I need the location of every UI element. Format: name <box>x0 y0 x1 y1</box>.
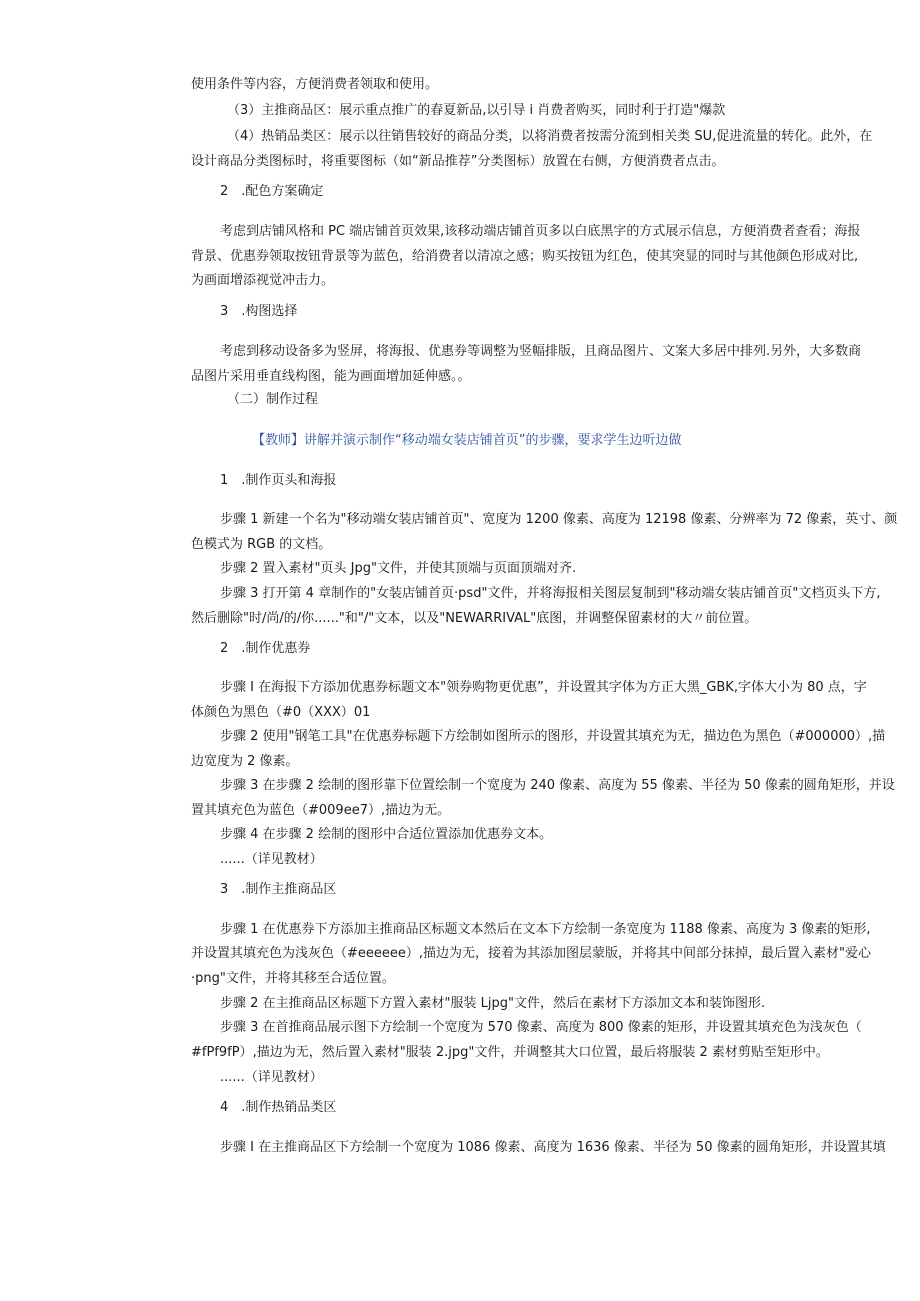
text-line: 步骤 3 打开第 4 章制作的"女装店铺首页·psd"文件，并将海报相关图层复制到"移动端女装店铺首页"文档页头下方, <box>220 586 881 601</box>
section-heading: （二）制作过程 <box>227 392 319 407</box>
text-line: 步骤 2 在主推商品区标题下方置入素材"服装 Ljpg"文件，然后在素材下方添加文本和装饰图形. <box>220 996 766 1011</box>
text-line: 步骤 I 在主推商品区下方绘制一个宽度为 1086 像素、高度为 1636 像素、半径为 50 像素的圆角矩形，并设置其填 <box>220 1140 886 1155</box>
text-line: 步骤 I 在海报下方添加优惠券标题文本"领券购物更优惠”，并设置其字体为方正大黑_GBK,字体大小为 80 点，字 <box>220 680 867 695</box>
text-line: 步骤 3 在步骤 2 绘制的图形靠下位置绘制一个宽度为 240 像素、高度为 55 像素、半径为 50 像素的圆角矩形，并设 <box>220 778 895 793</box>
text-line: 步骤 1 在优惠券下方添加主推商品区标题文本然后在文本下方绘制一条宽度为 1188 像素、高度为 3 像素的矩形, <box>220 922 871 937</box>
section-heading: 4 .制作热销品类区 <box>220 1100 337 1115</box>
text-line: 为画面增添视觉冲击力。 <box>191 273 335 288</box>
text-line: 步骤 3 在首推商品展示图下方绘制一个宽度为 570 像素、高度为 800 像素的矩形，并设置其填充色为浅灰色（ <box>220 1020 862 1035</box>
text-line: 置其填充色为蓝色（#009ee7）,描边为无。 <box>191 803 451 818</box>
text-line: ......（详见教材） <box>220 852 323 867</box>
text-line: 考虑到移动设备多为竖屏，将海报、优惠券等调整为竖幅排版，且商品图片、文案大多居中排列.另外，大多数商 <box>220 344 862 359</box>
teacher-note: 【教师】讲解并演示制作“移动端女装店铺首页”的步骤，要求学生边听边做 <box>252 433 682 448</box>
text-line: 边宽度为 2 像素。 <box>191 754 299 769</box>
text-line: （4）热销品类区：展示以往销售较好的商品分类，以将消费者按需分流到相关类 SU,促进流量的转化。此外，在 <box>227 129 873 144</box>
section-heading: 3 .构图选择 <box>220 304 298 319</box>
text-line: 品图片采用垂直线构图，能为画面增加延伸感。。 <box>191 369 471 384</box>
section-heading: 2 .制作优惠券 <box>220 641 311 656</box>
text-line: 然后删除"时/尚/的/你......"和"/"文本，以及"NEWARRIVAL"底图，并调整保留素材的大〃前位置。 <box>191 611 758 626</box>
text-line: 使用条件等内容，方便消费者领取和使用。 <box>191 77 439 92</box>
text-line: 并设置其填充色为浅灰色（#eeeeee）,描边为无，接着为其添加图层蒙版，并将其中间部分抹掉，最后置入素材"爱心 <box>191 946 871 961</box>
text-line: 体颜色为黑色（#0（XXX）01 <box>191 705 371 720</box>
text-line: （3）主推商品区：展示重点推广的春夏新品,以引导 i 肖费者购买，同时利于打造"爆款 <box>227 103 726 118</box>
text-line: 背景、优惠券领取按钮背景等为蓝色，给消费者以清凉之感；购买按钮为红色，使其突显的同时与其他颜色形成对比, <box>191 249 859 264</box>
text-line: 考虑到店铺风格和 PC 端店铺首页效果,该移动端店铺首页多以白底黑字的方式展示信息，方便消费者查看；海报 <box>220 224 861 239</box>
text-line: 步骤 2 使用"钢笔工具"在优惠券标题下方绘制如图所示的图形，并设置其填充为无，描边色为黑色（#000000）,描 <box>220 729 886 744</box>
text-line: 步骤 4 在步骤 2 绘制的图形中合适位置添加优惠券文本。 <box>220 827 553 842</box>
section-heading: 3 .制作主推商品区 <box>220 882 337 897</box>
text-line: #fPf9fP）,描边为无，然后置入素材"服装 2.jpg"文件，并调整其大口位置，最后将服装 2 素材剪贴至矩形中。 <box>191 1045 829 1060</box>
text-line: 步骤 2 置入素材"页头 Jpg"文件，并使其顶端与页面顶端对齐. <box>220 561 577 576</box>
section-heading: 1 .制作页头和海报 <box>220 473 337 488</box>
section-heading: 2 .配色方案确定 <box>220 184 324 199</box>
text-line: 色模式为 RGB 的文档。 <box>191 537 332 552</box>
text-line: 设计商品分类图标时，将重要图标（如“新品推荐”分类图标）放置在右侧，方便消费者点击。 <box>191 154 725 169</box>
text-line: ......（详见教材） <box>220 1070 323 1085</box>
text-line: 步骤 1 新建一个名为"移动端女装店铺首页"、宽度为 1200 像素、高度为 12198 像素、分辨率为 72 像素，英寸、颜 <box>220 512 898 527</box>
text-line: ·png"文件，并将其移至合适位置。 <box>191 971 395 986</box>
